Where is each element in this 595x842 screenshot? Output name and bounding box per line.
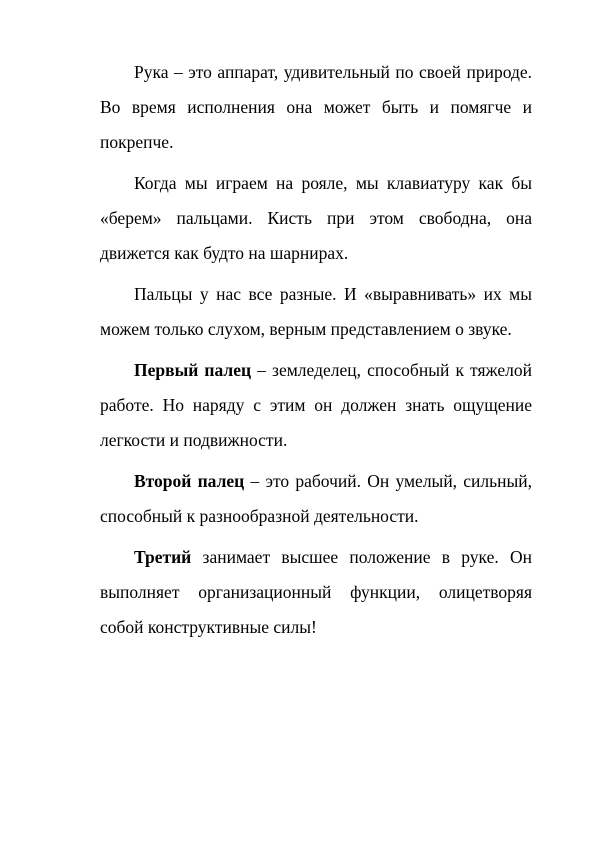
paragraph-piano [100, 166, 532, 271]
paragraph-third-finger [100, 540, 532, 645]
paragraph-fingers [100, 277, 532, 347]
paragraph-text: Пальцы у нас все разные. И «выравнивать» их мы можем только слухом, верным представлением о звуке. [100, 284, 532, 339]
paragraph-heading: Третий [134, 547, 192, 567]
paragraph-text: – земледелец, способный к тяжелой работе. Но наряду с этим он должен знать ощущение легкости и подвижности. [100, 360, 532, 450]
paragraph-hand [100, 55, 532, 160]
paragraph-heading: Второй палец [134, 471, 245, 491]
paragraph-text: занимает высшее положение в руке. Он выполняет организационный функции, олицетворяя собой конструктивные силы! [100, 547, 532, 637]
paragraph-first-finger [100, 353, 532, 458]
paragraph-second-finger [100, 464, 532, 534]
paragraph-text: – это рабочий. Он умелый, сильный, способный к разнообразной деятельности. [100, 471, 533, 526]
paragraph-text: Когда мы играем на рояле, мы клавиатуру как бы «берем» пальцами. Кисть при этом свободна, она движется как будто на шарнирах. [100, 173, 532, 263]
paragraph-text: Рука – это аппарат, удивительный по своей природе. Во время исполнения она может быть и помягче и покрепче. [100, 62, 532, 152]
paragraph-heading: Первый палец [134, 360, 252, 380]
document-body [100, 55, 532, 651]
